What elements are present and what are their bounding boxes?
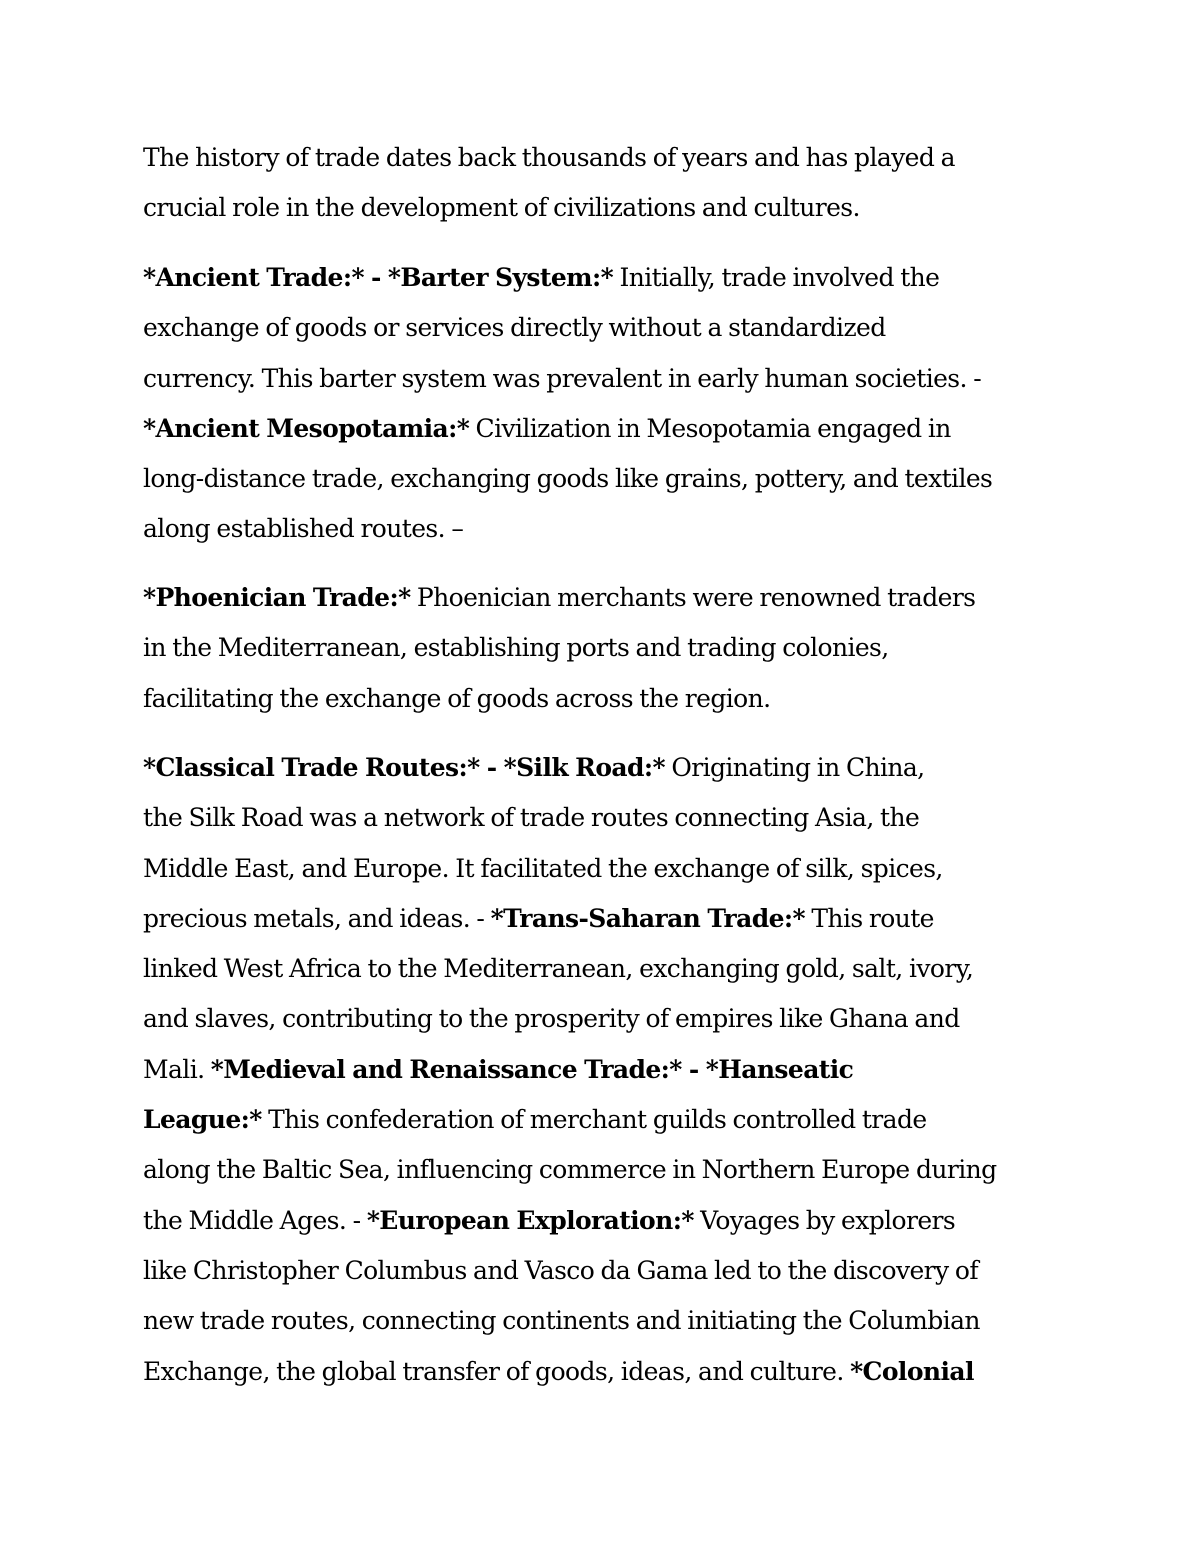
text-run: the Silk Road was a network of trade routes connecting Asia, the (143, 803, 920, 833)
text-run: Civilization in Mesopotamia engaged in (469, 413, 951, 443)
paragraph-classical-trade-routes (143, 743, 1063, 1397)
bold-heading-run: *Medieval and Renaissance Trade:* - *Hanseatic (210, 1054, 854, 1084)
bold-heading-run: *European Exploration:* (366, 1205, 694, 1235)
text-line (143, 1347, 1063, 1397)
text-line (143, 404, 1063, 454)
text-line (143, 743, 1063, 793)
text-run: The history of trade dates back thousands of years and has played a (143, 143, 955, 172)
text-line (143, 1045, 1063, 1095)
text-line (143, 793, 1063, 843)
text-run: crucial role in the development of civilizations and cultures. (143, 193, 860, 223)
text-line (143, 354, 1063, 404)
paragraph-intro (143, 133, 1063, 234)
bold-heading-run: *Ancient Trade:* - *Barter System:* (143, 263, 614, 292)
text-line (143, 1296, 1063, 1346)
text-run: This route (805, 903, 934, 933)
text-line (143, 894, 1063, 944)
text-run: currency. This barter system was prevalent in early human societies. - (143, 363, 982, 393)
text-run: Mali. (143, 1054, 211, 1084)
paragraph-ancient-trade (143, 253, 1063, 555)
text-line (143, 504, 1063, 554)
text-run: Originating in China, (665, 753, 925, 782)
bold-heading-run: *Trans-Saharan Trade:* (490, 903, 806, 933)
text-run: in the Mediterranean, establishing ports and trading colonies, (143, 633, 889, 663)
text-line (143, 454, 1063, 504)
text-run: long-distance trade, exchanging goods like grains, pottery, and textiles (143, 464, 993, 494)
bold-heading-run: *Colonial (850, 1356, 974, 1386)
text-run: along the Baltic Sea, influencing commerce in Northern Europe during (143, 1155, 997, 1185)
text-run: along established routes. – (143, 514, 464, 544)
text-line (143, 674, 1063, 724)
text-line (143, 944, 1063, 994)
text-run: precious metals, and ideas. - (143, 903, 491, 933)
text-line (143, 133, 1063, 183)
text-line (143, 844, 1063, 894)
text-run: facilitating the exchange of goods across the region. (143, 683, 771, 713)
text-line (143, 1145, 1063, 1195)
paragraph-phoenician-trade (143, 573, 1063, 724)
bold-heading-run: League:* (143, 1105, 262, 1135)
bold-heading-run: *Classical Trade Routes:* - *Silk Road:* (143, 753, 666, 782)
text-run: like Christopher Columbus and Vasco da Gama led to the discovery of (143, 1255, 978, 1285)
text-line (143, 573, 1063, 623)
text-line (143, 1095, 1063, 1145)
text-run: and slaves, contributing to the prosperity of empires like Ghana and (143, 1004, 960, 1034)
text-line (143, 183, 1063, 233)
text-line (143, 994, 1063, 1044)
text-run: linked West Africa to the Mediterranean, exchanging gold, salt, ivory, (143, 954, 974, 984)
text-run: Middle East, and Europe. It facilitated the exchange of silk, spices, (143, 853, 943, 883)
text-run: This confederation of merchant guilds controlled trade (261, 1105, 927, 1135)
text-run: Exchange, the global transfer of goods, ideas, and culture. (143, 1356, 851, 1386)
text-line (143, 303, 1063, 353)
bold-heading-run: *Phoenician Trade:* (143, 583, 411, 612)
text-run: Initially, trade involved the (613, 263, 940, 292)
text-run: Voyages by explorers (693, 1205, 956, 1235)
text-line (143, 623, 1063, 673)
text-run: exchange of goods or services directly without a standardized (143, 313, 886, 343)
text-line (143, 253, 1063, 303)
text-run: new trade routes, connecting continents and initiating the Columbian (143, 1306, 980, 1336)
bold-heading-run: *Ancient Mesopotamia:* (143, 413, 470, 443)
text-run: Phoenician merchants were renowned traders (410, 583, 976, 612)
text-line (143, 1246, 1063, 1296)
text-run: the Middle Ages. - (143, 1205, 367, 1235)
text-line (143, 1196, 1063, 1246)
